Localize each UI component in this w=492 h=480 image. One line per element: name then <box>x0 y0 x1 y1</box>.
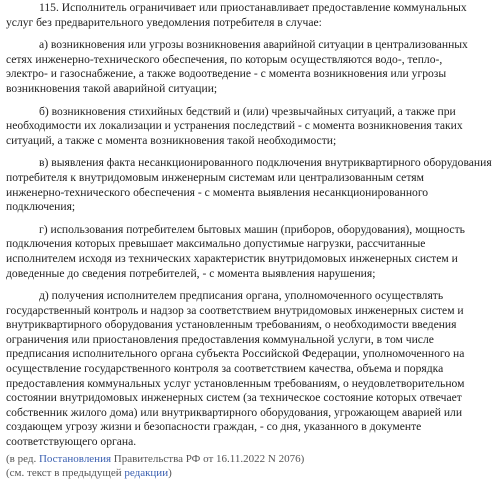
text-line: возникновения такой аварийной ситуации; <box>6 81 218 95</box>
text-line: а) возникновения или угрозы возникновения аварийной ситуации в централизованных <box>39 38 468 52</box>
paragraph-b <box>6 105 474 149</box>
previous-edition-note <box>6 466 474 480</box>
text-line: предписания исполнительного органа субъекта Российской Федерации, уполномоченного на <box>6 347 465 361</box>
text-line: предоставления коммунальных услуг установленным требованиям, о неудовлетворительном <box>6 376 465 390</box>
paragraph-d <box>6 289 474 450</box>
paragraph-intro <box>6 1 474 30</box>
paragraph-g <box>6 223 474 281</box>
text-line: услуг без предварительного уведомления потребителя в случае: <box>6 15 322 29</box>
text-line: потребителя к внутридомовым инженерным системам или централизованным сетям <box>6 170 424 184</box>
previous-edition-link[interactable]: редакции <box>124 466 169 479</box>
text-line: необходимости их локализации и устранения последствий - с момента возникновения таких <box>6 119 463 133</box>
text-line: электро- и газоснабжение, а также водоотведение - с момента возникновения или угрозы <box>6 67 447 81</box>
text-line: д) получения исполнителем предписания органа, уполномоченного осуществлять <box>39 289 444 303</box>
text-line: ситуаций, а также с момента возникновения такой необходимости; <box>6 133 337 147</box>
resolution-link[interactable]: Постановления <box>38 452 112 465</box>
text-line: подключения; <box>6 200 76 214</box>
text-line: создающем угрозу жизни и безопасности граждан, - со дня, указанного в документе <box>6 420 422 434</box>
document-body <box>6 0 492 480</box>
text-line: сетях инженерно-технического обеспечения, по которым осуществляются водо-, тепло-, <box>6 52 443 66</box>
text-line: б) возникновения стихийных бедствий и (или) чрезвычайных ситуаций, а также при <box>39 104 456 118</box>
previous-edition-suffix: ) <box>168 466 172 479</box>
text-line: государственный контроль и надзор за соответствием внутридомовых инженерных систем и <box>6 303 464 317</box>
amendment-note <box>6 452 474 466</box>
text-line: внутриквартирного оборудования установленным требованиям, о необходимости введения <box>6 318 457 332</box>
text-line: в) выявления факта несанкционированного подключения внутриквартирного оборудования <box>39 156 492 170</box>
text-line: осуществление государственного контроля за соответствием качества, объема и порядка <box>6 362 444 376</box>
text-line: г) использования потребителем бытовых машин (приборов, оборудования), мощность <box>39 222 465 236</box>
text-line: ограничения или приостановления предоставления коммунальной услуги, в том числе <box>6 332 434 346</box>
text-line: собственник жилого дома) или внутриквартирного оборудования, угрожающем аварией или <box>6 405 463 419</box>
amendment-note-text: Правительства РФ от 16.11.2022 N 2076) <box>111 452 305 465</box>
text-line: подключения которых превышает максимально допустимые нагрузки, рассчитанные <box>6 237 426 251</box>
text-line: доведенные до сведения потребителей, - с момента выявления нарушения; <box>6 266 376 280</box>
text-line: 115. Исполнитель ограничивает или приостанавливает предоставление коммунальных <box>39 1 467 14</box>
paragraph-a <box>6 38 474 96</box>
text-line: соответствующего органа. <box>6 435 137 449</box>
paragraph-v <box>6 156 492 214</box>
text-line: инженерно-технического обеспечения - с момента выявления несанкционированного <box>6 185 429 199</box>
previous-edition-prefix: (см. текст в предыдущей <box>6 466 125 479</box>
text-line: состоянии внутридомовых инженерных систем (за техническое состояние которых отвечает <box>6 391 462 405</box>
text-line: исполнителем исходя из технических характеристик внутридомовых инженерных систем и <box>6 251 458 265</box>
amendment-note-prefix: (в ред. <box>6 452 39 465</box>
